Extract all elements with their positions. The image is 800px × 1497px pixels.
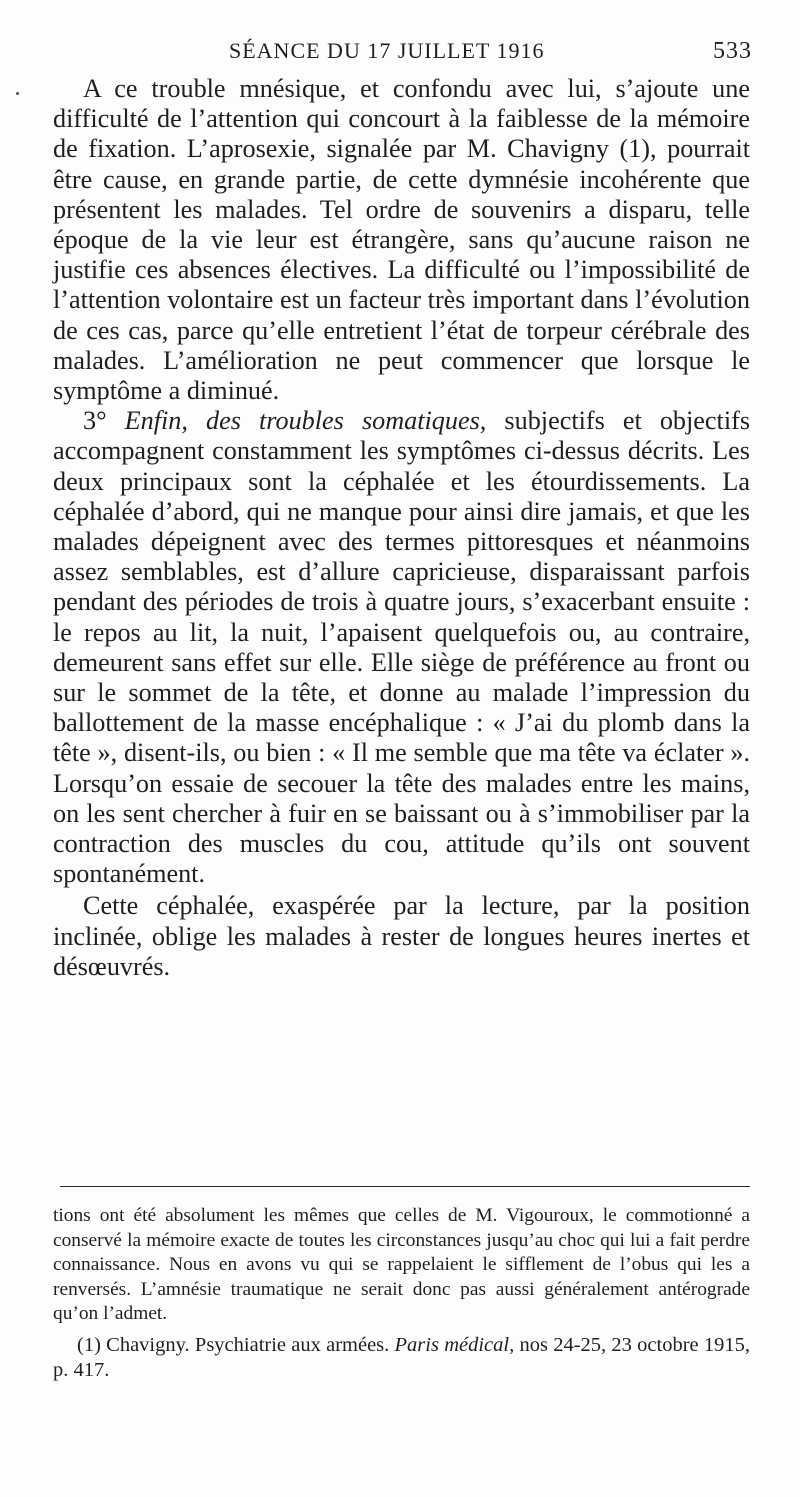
- footnote-reference: nos 24-25, 23 octobre 1915, p. 417.: [53, 1333, 751, 1381]
- footnote-marker: (1): [77, 1333, 101, 1356]
- section-italic-heading: Enfin, des troubles somatiques,: [124, 406, 487, 436]
- running-head: SÉANCE DU 17 JUILLET 1916: [229, 38, 545, 63]
- page-header: [55, 38, 752, 70]
- paragraph-somatic-text: subjectifs et objectifs accompagnent constamment les symptômes ci-dessus décrits. Les deux principaux sont la céphalée et les étourdissements. La céphalée d’abord, qui ne manque pour ainsi dire jamais, et que les malades dépeignent avec des termes pittoresques et néanmoins assez semblables, est d’allure capricieuse, disparaissant parfois pendant des périodes de trois à quatre jours, s’exacerbant ensuite : le repos au lit, la nuit, l’apaisent quelquefois ou, au contraire, demeurent sans effet sur elle. Elle siège de préférence au front ou sur le sommet de la tête, et donne au malade l’impression du ballottement de la masse encéphalique : « J’ai du plomb dans la tête », disent-ils, ou bien : « Il me semble que ma tête va éclater ». Lorsqu’on essaie de secouer la tête des malades entre les mains, on les sent chercher à fuir en se baissant ou à s’immobiliser par la contraction des muscles du cou, attitude qu’ils ont souvent spontanément.: [53, 406, 751, 889]
- footnotes: [53, 1204, 750, 1383]
- section-number: 3°: [83, 406, 107, 436]
- paragraph-attention: A ce trouble mnésique, et confondu avec lui, s’ajoute une difficulté de l’attention qui concourt à la faiblesse de la mémoire de fixation. L’aprosexie, signalée par M. Chavigny (1), pourrait être cause, en grande partie, de cette dymnésie incohérente que présentent les malades. Tel ordre de souvenirs a disparu, telle époque de la vie leur est étrangère, sans qu’aucune raison ne justifie ces absences électives. La difficulté ou l’impossibilité de l’attention volontaire est un facteur très important dans l’évolution de ces cas, parce qu’elle entretient l’état de torpeur cérébrale des malades. L’amélioration ne peut commencer que lorsque le symptôme a diminué.: [53, 74, 750, 406]
- main-text: [53, 74, 750, 982]
- margin-speck: [16, 92, 19, 95]
- paragraph-somatic-troubles: [53, 406, 750, 889]
- paragraph-cephalalgia: Cette céphalée, exaspérée par la lecture, par la position inclinée, oblige les malades à rester de longues heures inertes et désœuvrés.: [53, 891, 750, 981]
- footnote-continuation: tions ont été absolument les mêmes que celles de M. Vigouroux, le commotionné a conservé la mémoire exacte de toutes les circonstances jusqu’au choc qui lui a fait perdre connaissance. Nous en avons vu qui se rappelaient le sifflement de l’obus qui les a renversés. L’amnésie traumatique ne serait donc pas aussi généralement antérograde qu’on l’admet.: [53, 1205, 750, 1324]
- footnote-author: Chavigny. Psychiatrie aux armées.: [106, 1333, 390, 1356]
- footnote-1: [53, 1333, 750, 1383]
- page-number: 533: [713, 38, 752, 64]
- footnote-journal: Paris médical,: [394, 1333, 515, 1356]
- footnote-divider: [60, 1186, 750, 1187]
